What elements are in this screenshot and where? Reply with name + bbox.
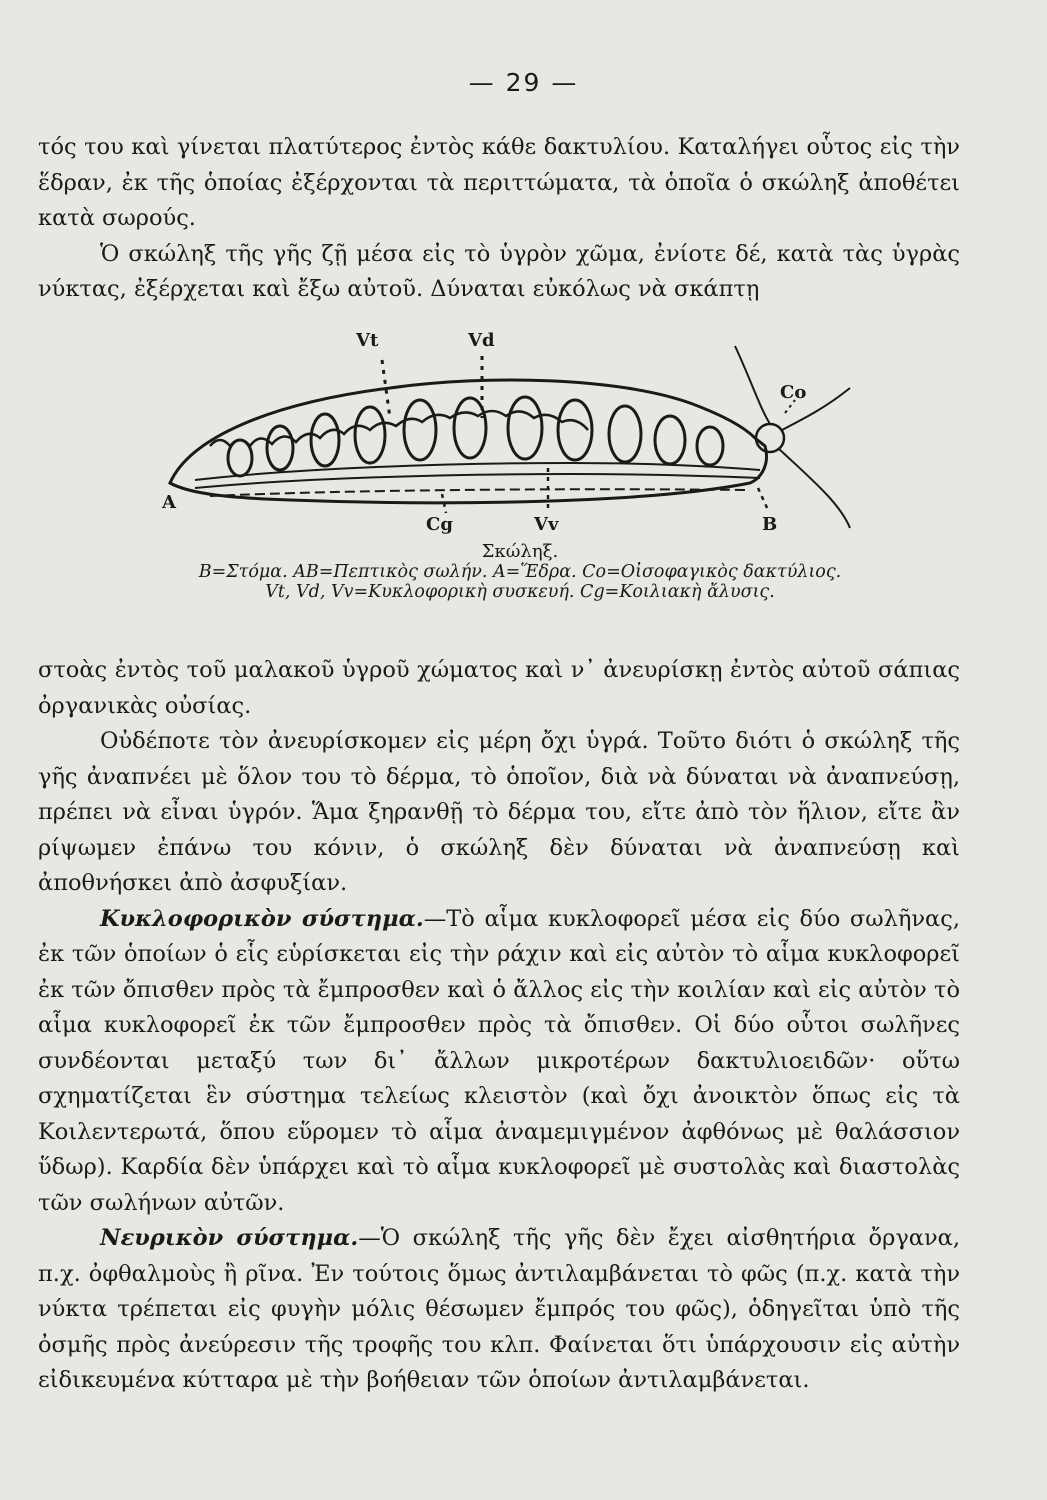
label-cg: Cg <box>426 514 453 535</box>
digestive-tube <box>195 463 760 480</box>
caption-line: Vt, Vd, Vv=Κυκλοφορικὴ συσκευή. Cg=Κοιλιακὴ ἄλυσις. <box>265 582 775 602</box>
section-heading: Κυκλοφορικὸν σύστημα. <box>100 905 424 932</box>
oesophageal-ring <box>756 424 784 452</box>
bottom-text <box>38 653 960 1399</box>
section-nervous <box>38 1221 960 1399</box>
label-co: Co <box>780 382 807 403</box>
section-text: —Ὁ σκώληξ τῆς γῆς δὲν ἔχει αἰσθητήρια ὄργανα, π.χ. ὀφθαλμοὺς ἢ ρῖνα. Ἐν τούτοις ὅμως ἀντιλαμβάνεται τὸ φῶς (π.χ. κατὰ τὴν νύκτα τρέπεται εἰς φυγὴν μόλις θέσωμεν ἔμπρός του φῶς), ὁδηγεῖται ὑπὸ τῆς ὀσμῆς πρὸς ἀνεύρεσιν τῆς τροφῆς του κλπ. Φαίνεται ὅτι ὑπάρχουσιν εἰς αὐτὴν εἰδικευμένα κύτταρα μὲ τὴν βοήθειαν τῶν ὁποίων ἀντιλαμβάνεται. <box>38 1225 960 1393</box>
label-a: A <box>162 492 176 513</box>
label-vt: Vt <box>356 330 379 351</box>
paragraph: Ὁ σκώληξ τῆς γῆς ζῇ μέσα εἰς τὸ ὑγρὸν χῶμα, ἐνίοτε δέ, κατὰ τὰς ὑγρὰς νύκτας, ἐξέρχεται καὶ ἔξω αὐτοῦ. Δύναται εὐκόλως νὰ σκάπτῃ <box>38 240 960 302</box>
top-text <box>38 130 960 308</box>
section-text: —Τὸ αἷμα κυκλοφορεῖ μέσα εἰς δύο σωλῆνας, ἐκ τῶν ὁποίων ὁ εἷς εὑρίσκεται εἰς τὴν ράχιν καὶ εἰς αὐτὸν τὸ αἷμα κυκλοφορεῖ ἐκ τῶν ὄπισθεν πρὸς τὰ ἔμπροσθεν καὶ ὁ ἄλλος εἰς τὴν κοιλίαν καὶ εἰς αὐτὸν τὸ αἷμα κυκλοφορεῖ ἐκ τῶν ἔμπροσθεν πρὸς τὰ ὄπισθεν. Οἱ δύο οὗτοι σωλῆνες συνδέονται μεταξύ των δι᾽ ἄλλων μικροτέρων δακτυλιοειδῶν· οὕτω σχηματίζεται ἓν σύστημα τελείως κλειστὸν (καὶ ὄχι ἀνοικτὸν ὅπως εἰς τὰ Κοιλεντερωτά, ὅπου εὕρομεν τὸ αἷμα ἀναμεμιγμένον ἀφθόνως μὲ θαλάσσιον ὕδωρ). Καρδία δὲν ὑπάρχει καὶ τὸ αἷμα κυκλοφορεῖ μὲ συστολὰς καὶ διαστολὰς τῶν σωλήνων αὐτῶν. <box>38 905 960 1216</box>
section-circulatory <box>38 902 960 1222</box>
label-vd: Vd <box>468 330 495 351</box>
earthworm-figure <box>150 318 870 548</box>
earthworm-diagram <box>150 318 870 548</box>
figure-caption <box>60 542 980 602</box>
caption-title: Σκώληξ. <box>481 541 559 562</box>
paragraph: Οὐδέποτε τὸν ἀνευρίσκομεν εἰς μέρη ὄχι ὑγρά. Τοῦτο διότι ὁ σκώληξ τῆς γῆς ἀναπνέει μὲ ὅλον του τὸ δέρμα, τὸ ὁποῖον, διὰ νὰ δύναται νὰ ἀναπνεύσῃ, πρέπει νὰ εἶναι ὑγρόν. Ἅμα ξηρανθῇ τὸ δέρμα του, εἴτε ἀπὸ τὸν ἥλιον, εἴτε ἂν ρίψωμεν ἐπάνω του κόνιν, ὁ σκώληξ δὲν δύναται νὰ ἀναπνεύσῃ καὶ ἀποθνήσκει ἀπὸ ἀσφυξίαν. <box>38 728 960 896</box>
paragraph: τός του καὶ γίνεται πλατύτερος ἐντὸς κάθε δακτυλίου. Καταλήγει οὗτος εἰς τὴν ἕδραν, ἐκ τῆς ὁποίας ἐξέρχονται τὰ περιττώματα, τὰ ὁποῖα ὁ σκώληξ ἀποθέτει κατὰ σωρούς. <box>38 134 960 231</box>
paragraph: στοὰς ἐντὸς τοῦ μαλακοῦ ὑγροῦ χώματος καὶ ν᾽ ἀνευρίσκῃ ἐντὸς αὐτοῦ σάπιας ὀργανικὰς οὐσίας. <box>38 657 960 719</box>
label-vv: Vv <box>534 514 559 535</box>
label-b: B <box>762 514 778 535</box>
caption-line: B=Στόμα. AB=Πεπτικὸς σωλήν. A=Ἕδρα. Co=Οἰσοφαγικὸς δακτύλιος. <box>198 562 842 582</box>
page-number: — 29 — <box>468 68 579 97</box>
section-heading: Νευρικὸν σύστημα. <box>100 1225 359 1251</box>
